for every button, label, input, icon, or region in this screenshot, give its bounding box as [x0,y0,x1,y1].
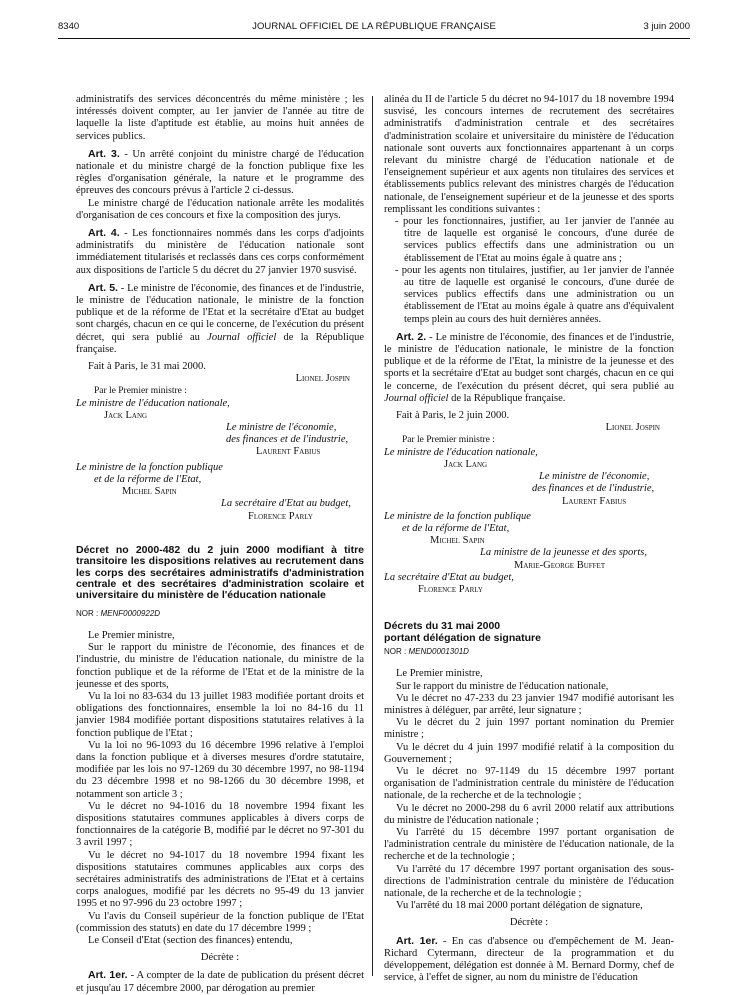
minister-title: des finances et de l'industrie, [226,434,349,446]
paragraph: Le Conseil d'Etat (section des finances) entendu, [88,935,293,947]
article-4: Art. 4. - Les fonctionnaires nommés dans les corps d'adjoints administratifs du ministère de l'éducation nationale sont immédiatement titularisés et reclassés dans ces corps conformément aux dispositions de l'article 5 du décret du 27 janvier 1970 susvisé. [76,227,364,276]
paragraph: Vu l'arrêté du 18 mai 2000 portant délégation de signature, [396,900,643,912]
header-rule [58,38,690,39]
minister-title: Le ministre de l'éducation nationale, [384,446,538,458]
signatory-name: Michel Sapin [122,486,177,498]
nor-reference: NOR : MENF0000922D [76,608,161,618]
article-5: Art. 5. - Le ministre de l'économie, des finances et de l'industrie, le ministre de l'éducation nationale, le ministre de la fonction publique et de la réforme de l'Etat et la secrétaire d'Etat au budget sont chargés, chacun en ce qui le concerne, de l'exécution du présent décret, qui sera publié au Journal officiel de la République française. [76,281,365,355]
par-premier-ministre: Par le Premier ministre : [94,386,187,397]
list-item: - pour les fonctionnaires, justifier, au 1er janvier de l'année au titre de laquelle est organisé le concours, d'une durée de services publics effectifs dans une administration ou un établissement de l'Etat au moins égale à quatre ans ; [395,216,674,264]
signatory-name: Jack Lang [104,409,148,421]
paragraph: Le Premier ministre, [88,629,175,641]
minister-title: Le ministre de la fonction publique [76,461,223,473]
paragraph: administratifs des services déconcentrés du même ministère ; les intéressés doivent compter, au 1er janvier de l'année au titre de laquelle la liste d'aptitude est établie, au moins huit années de services publics. [76,94,364,142]
paragraph: Sur le rapport du ministre de l'éducation nationale, [396,680,609,692]
paragraph: Vu la loi no 83-634 du 13 juillet 1983 modifiée portant droits et obligations des fonctionnaires, ensemble la loi no 84-16 du 11 janvier 1984 modifiée portant dispositions statutaires relatives à la fonction publique de l'Etat ; [76,690,364,739]
minister-title: Le ministre de la fonction publique [384,510,531,522]
decrete: Décrète : [200,952,240,964]
signatory-name: Florence Parly [248,510,313,522]
paragraph: Vu le décret no 47-233 du 23 janvier 1947 modifié autorisant les ministres à déléguer, par arrêté, leur signature ; [384,692,674,716]
right-column [384,94,674,984]
decrete: Décrète : [509,917,549,929]
minister-title: Le ministre de l'économie, [226,422,337,434]
decree-title: Décret no 2000-482 du 2 juin 2000 modifiant à titre transitoire les dispositions relatives au recrutement dans les corps des secrétaires administratifs d'administration centrale et des secrétaires d'administration scolaire et universitaire du ministère de l'éducation nationale [76,543,364,602]
minister-title: La ministre de la jeunesse et des sports, [480,547,648,559]
paragraph: Le ministre chargé de l'éducation nationale arrête les modalités d'organisation de ces concours et fixe la composition des jurys. [76,197,364,221]
minister-title: Le ministre de l'économie, [539,471,650,483]
page-header [58,21,690,37]
left-column [76,94,364,995]
par-premier-ministre: Par le Premier ministre : [402,435,495,446]
signatory-name: Laurent Fabius [256,446,321,458]
paragraph: Vu le décret du 4 juin 1997 modifié relatif à la composition du Gouvernement ; [384,741,674,765]
signatory-pm: Lionel Jospin [605,422,660,434]
paragraph: Vu l'arrêté du 17 décembre 1997 portant organisation des sous-directions de l'administration centrale du ministère de l'éducation nationale, de la recherche et de la technologie ; [384,863,674,899]
issue-date: 3 juin 2000 [643,21,690,32]
paragraph: Vu le décret no 94-1017 du 18 novembre 1994 fixant les dispositions statutaires communes applicables aux corps des secrétaires administratifs des administrations de l'Etat et à certains corps analogues, modifié par les décrets no 95-49 du 13 janvier 1995 et no 97-996 du 23 octobre 1997 ; [76,849,364,910]
signatory-name: Michel Sapin [430,535,485,547]
article-2: Art. 2. - Le ministre de l'économie, des finances et de l'industrie, le ministre de l'éducation nationale, le ministre de la fonction publique et de la réforme de l'Etat, la ministre de la jeunesse et des sports et la secrétaire d'Etat au budget sont chargés, chacun en ce qui le concerne, de l'exécution du présent décret, qui sera publié au Journal officiel de la République française. [384,330,674,404]
paragraph: Sur le rapport du ministre de l'économie, des finances et de l'industrie, du ministre de l'éducation nationale, du ministre de la fonction publique et de la réforme de l'Etat et de la ministre de la jeunesse et des sports, [76,642,364,690]
page-number: 8340 [58,21,80,32]
minister-title: et de la réforme de l'Etat, [402,522,510,534]
signature-place-date: Fait à Paris, le 2 juin 2000. [396,410,510,422]
paragraph: alinéa du II de l'article 5 du décret no 94-1017 du 18 novembre 1994 susvisé, les concours internes de recrutement des secrétaires administratifs d'administration centrale et des secrétaires d'administration scolaire et universitaire du ministère de l'éducation nationale sont ouverts aux fonctionnaires appartenant à un corps relevant du ministre chargé de l'éducation nationale et de l'enseignement supérieur et aux agents non titulaires des services et établissements publics relevant des ministres chargés de l'éducation nationale, de l'enseignement supérieur et de la jeunesse et des sports remplissant les conditions suivantes : [384,94,674,215]
paragraph: Vu l'arrêté du 15 décembre 1997 portant organisation de l'administration centrale du ministère de l'éducation nationale, de la recherche et de la technologie ; [384,826,674,863]
paragraph: Vu le décret no 97-1149 du 15 décembre 1997 portant organisation de l'administration centrale du ministère de l'éducation nationale, de la recherche et de la technologie ; [384,765,674,802]
paragraph: Vu le décret no 2000-298 du 6 avril 2000 relatif aux attributions du ministre de l'éducation nationale ; [384,802,674,826]
signatory-name: Marie-George Buffet [514,559,606,571]
signatory-name: Jack Lang [444,458,488,470]
signatory-name: Laurent Fabius [562,495,627,507]
paragraph: Vu l'avis du Conseil supérieur de la fonction publique de l'Etat (commission des statuts) en date du 17 décembre 1999 ; [76,910,364,934]
journal-title: JOURNAL OFFICIEL DE LA RÉPUBLIQUE FRANÇAISE [252,21,496,32]
minister-title: des finances et de l'industrie, [532,483,655,495]
signatory-pm: Lionel Jospin [295,373,350,385]
article-3: Art. 3. - Un arrêté conjoint du ministre chargé de l'éducation nationale et du ministre chargé de la fonction publique fixe les règles d'organisation générale, la nature et le programme des épreuves des concours prévus à l'article 2 ci-dessus. [76,147,364,197]
section-heading: Décrets du 31 mai 2000 [384,620,501,633]
list-item: - pour les agents non titulaires, justifier, au 1er janvier de l'année au titre de laquelle est organisé le concours, d'une durée de services publics effectifs dans une administration ou un établissement de l'Etat au moins égale à quatre ans d'équivalent temps plein au cours des huit dernières années. [395,264,674,325]
minister-title: Le ministre de l'éducation nationale, [76,397,230,409]
article-1: Art. 1er. - En cas d'absence ou d'empêchement de M. Jean-Richard Cytermann, directeur de la programmation et du développement, délégation est donnée à M. Bernard Dormy, chef de service, à l'effet de signer, au nom du ministre de l'éducation [384,934,674,984]
nor-reference: NOR : MEND0001301D [384,647,469,657]
paragraph: Vu le décret du 2 juin 1997 portant nomination du Premier ministre ; [384,717,674,741]
section-heading: portant délégation de signature [384,632,541,645]
column-divider [372,96,373,976]
signatory-name: Florence Parly [418,583,483,595]
signature-place-date: Fait à Paris, le 31 mai 2000. [88,361,206,373]
paragraph: Vu le décret no 94-1016 du 18 novembre 1994 fixant les dispositions statutaires communes applicables à divers corps de fonctionnaires de la catégorie B, modifié par le décret no 97-301 du 3 avril 1997 ; [76,800,364,849]
minister-title: La secrétaire d'Etat au budget, [221,498,351,510]
minister-title: La secrétaire d'Etat au budget, [384,571,514,583]
minister-title: et de la réforme de l'Etat, [94,473,202,485]
paragraph: Vu la loi no 96-1093 du 16 décembre 1996 relative à l'emploi dans la fonction publique et à diverses mesures d'ordre statutaire, modifiée par les lois no 97-1269 du 30 décembre 1997, no 98-1194 du 23 décembre 1998 et no 98-1266 du 30 décembre 1998, et notamment son article 3 ; [76,739,364,800]
article-1: Art. 1er. - A compter de la date de publication du présent décret et jusqu'au 17 décembre 2000, par dérogation au premier [76,969,364,994]
paragraph: Le Premier ministre, [396,668,483,680]
